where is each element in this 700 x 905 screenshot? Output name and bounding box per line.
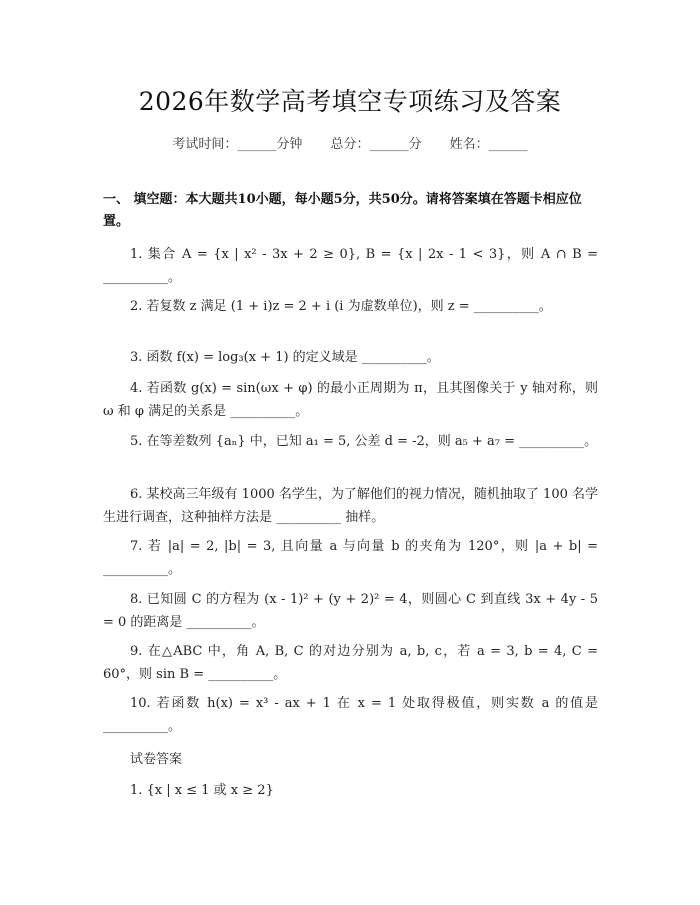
question-5: 5. 在等差数列 {aₙ} 中，已知 a₁ = 5, 公差 d = -2，则 a₅ + a₇ = __________。	[130, 434, 598, 449]
question-9: 9. 在△ABC 中，角 A, B, C 的对边分别为 a, b, c，若 a = 3, b = 4, C = 60°，则 sin B = __________。	[103, 644, 598, 682]
question-3: 3. 函数 f(x) = log₃(x + 1) 的定义域是 __________。	[130, 350, 440, 365]
answers-heading: 试卷答案	[130, 752, 183, 767]
question-4: 4. 若函数 g(x) = sin(ωx + φ) 的最小正周期为 π，且其图像关于 y 轴对称，则 ω 和 φ 满足的关系是 __________。	[103, 381, 598, 419]
question-6: 6. 某校高三年级有 1000 名学生，为了解他们的视力情况，随机抽取了 100 名学生进行调查，这种抽样方法是 __________ 抽样。	[103, 487, 598, 525]
exam-score: 总分：______分	[330, 137, 422, 152]
exam-info-line	[0, 133, 700, 152]
section-heading: 一、 填空题：本大题共10小题，每小题5分，共50分。请将答案填在答题卡相应位置。	[103, 192, 582, 229]
question-7: 7. 若 |a| = 2, |b| = 3, 且向量 a 与向量 b 的夹角为 120°，则 |a + b| = __________。	[103, 539, 598, 577]
question-10: 10. 若函数 h(x) = x³ - ax + 1 在 x = 1 处取得极值，则实数 a 的值是 __________。	[103, 696, 598, 734]
exam-time: 考试时间：______分钟	[172, 137, 303, 152]
answer-1: 1. {x | x ≤ 1 或 x ≥ 2}	[130, 783, 274, 798]
question-2: 2. 若复数 z 满足 (1 + i)z = 2 + i (i 为虚数单位)，则 z = __________。	[130, 299, 552, 314]
question-1: 1. 集合 A = {x | x² - 3x + 2 ≥ 0}, B = {x | 2x - 1 < 3}，则 A ∩ B = __________。	[103, 247, 598, 285]
exam-name: 姓名：______	[449, 137, 528, 152]
page-title: 2026年数学高考填空专项练习及答案	[138, 87, 562, 116]
question-8: 8. 已知圆 C 的方程为 (x - 1)² + (y + 2)² = 4，则圆心 C 到直线 3x + 4y - 5 = 0 的距离是 __________。	[103, 592, 598, 630]
